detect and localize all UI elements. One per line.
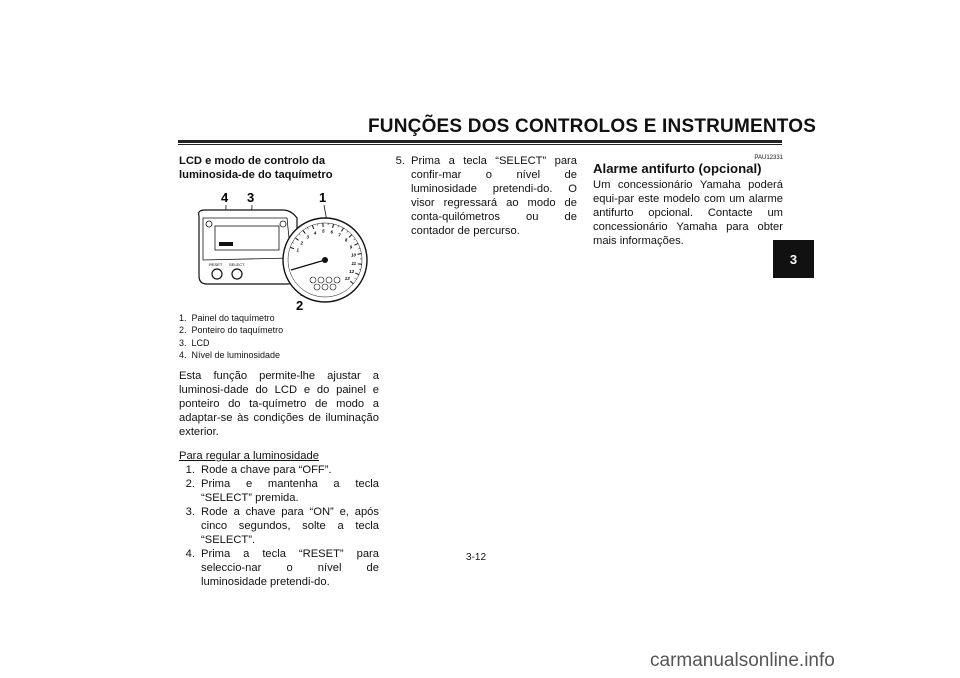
indicator-lamp bbox=[334, 277, 340, 283]
dial-number: 12 bbox=[349, 269, 355, 275]
reset-button bbox=[212, 269, 222, 279]
brightness-level bbox=[219, 242, 233, 246]
procedure-subheading: Para regular a luminosidade bbox=[179, 450, 319, 463]
dial-number: 8 bbox=[344, 237, 348, 243]
step-item: 2. Prima e mantenha a tecla “SELECT” premida. bbox=[185, 478, 379, 505]
dial-number: 7 bbox=[338, 232, 341, 238]
step-item: 5. Prima a tecla “SELECT” para confir-mar o nível de luminosidade pretendi-do. O visor regressará ao modo de conta-quilómetros ou de contador de percurso. bbox=[395, 155, 577, 237]
dial-number: 9 bbox=[349, 244, 353, 250]
caption-item: 1. Painel do taquímetro bbox=[179, 313, 275, 323]
dial-number: 10 bbox=[351, 252, 357, 258]
header-rule bbox=[178, 140, 782, 143]
watermark: carmanualsonline.info bbox=[650, 650, 835, 671]
dial-number: 1 bbox=[296, 247, 299, 253]
reset-label: RESET bbox=[209, 262, 223, 267]
step-item: 1. Rode a chave para “OFF”. bbox=[185, 464, 332, 477]
page-number: 3-12 bbox=[466, 552, 487, 563]
column-2 bbox=[389, 154, 577, 238]
step-item: 4. Prima a tecla “RESET” para seleccio-nar o nível de luminosidade pretendi-do. bbox=[185, 548, 379, 589]
header-rule-thin bbox=[178, 144, 782, 145]
indicator-lamp bbox=[326, 277, 332, 283]
indicator-lamp bbox=[330, 284, 336, 290]
section-heading: LCD e modo de controlo da luminosida-de do taquímetro bbox=[179, 155, 333, 181]
dial-number: 2 bbox=[300, 240, 303, 246]
callout-4: 4 bbox=[221, 190, 229, 205]
instrument-panel-figure bbox=[179, 188, 379, 312]
intro-paragraph: Esta função permite-lhe ajustar a luminosi-dade do LCD e do painel e ponteiro do ta-químetro de modo a adaptar-se às condições de iluminação exterior. bbox=[179, 370, 379, 439]
caption-item: 3. LCD bbox=[179, 337, 210, 348]
alarm-paragraph: Um concessionário Yamaha poderá equi-par este modelo com um alarme antifurto opcional. Contacte um concessionário Yamaha para obter mais informações. bbox=[593, 179, 783, 247]
indicator-lamp bbox=[318, 277, 324, 283]
dial-number: 11 bbox=[351, 260, 357, 266]
column-3 bbox=[593, 154, 783, 248]
indicator-lamp bbox=[314, 284, 320, 290]
dial-tick bbox=[357, 254, 361, 255]
dial-number: 6 bbox=[330, 229, 333, 235]
select-label: SELECT bbox=[229, 262, 245, 267]
chapter-tab[interactable]: 3 bbox=[773, 240, 814, 278]
indicator-lamp bbox=[322, 284, 328, 290]
figure-captions bbox=[179, 312, 379, 361]
dial-number: 13 bbox=[344, 276, 350, 282]
dial-number: 5 bbox=[322, 228, 325, 234]
caption-item: 2. Ponteiro do taquímetro bbox=[179, 325, 284, 336]
select-button bbox=[232, 269, 242, 279]
callout-3: 3 bbox=[247, 190, 255, 205]
column-1 bbox=[179, 154, 379, 589]
indicator-lamp bbox=[310, 277, 316, 283]
lcd-display bbox=[215, 226, 279, 250]
section-code: PAU12331 bbox=[754, 155, 783, 161]
dial-number: 4 bbox=[313, 230, 317, 236]
section-heading-alarm: Alarme antifurto (opcional) bbox=[593, 161, 762, 176]
callout-2: 2 bbox=[296, 298, 304, 312]
step-item: 3. Rode a chave para “ON” e, após cinco segundos, solte a tecla “SELECT”. bbox=[185, 506, 379, 547]
caption-item: 4. Nível de luminosidade bbox=[179, 349, 281, 360]
callout-1: 1 bbox=[319, 190, 327, 205]
dial-number: 3 bbox=[306, 234, 309, 240]
page-title: FUNÇÕES DOS CONTROLOS E INSTRUMENTOS bbox=[368, 116, 817, 137]
